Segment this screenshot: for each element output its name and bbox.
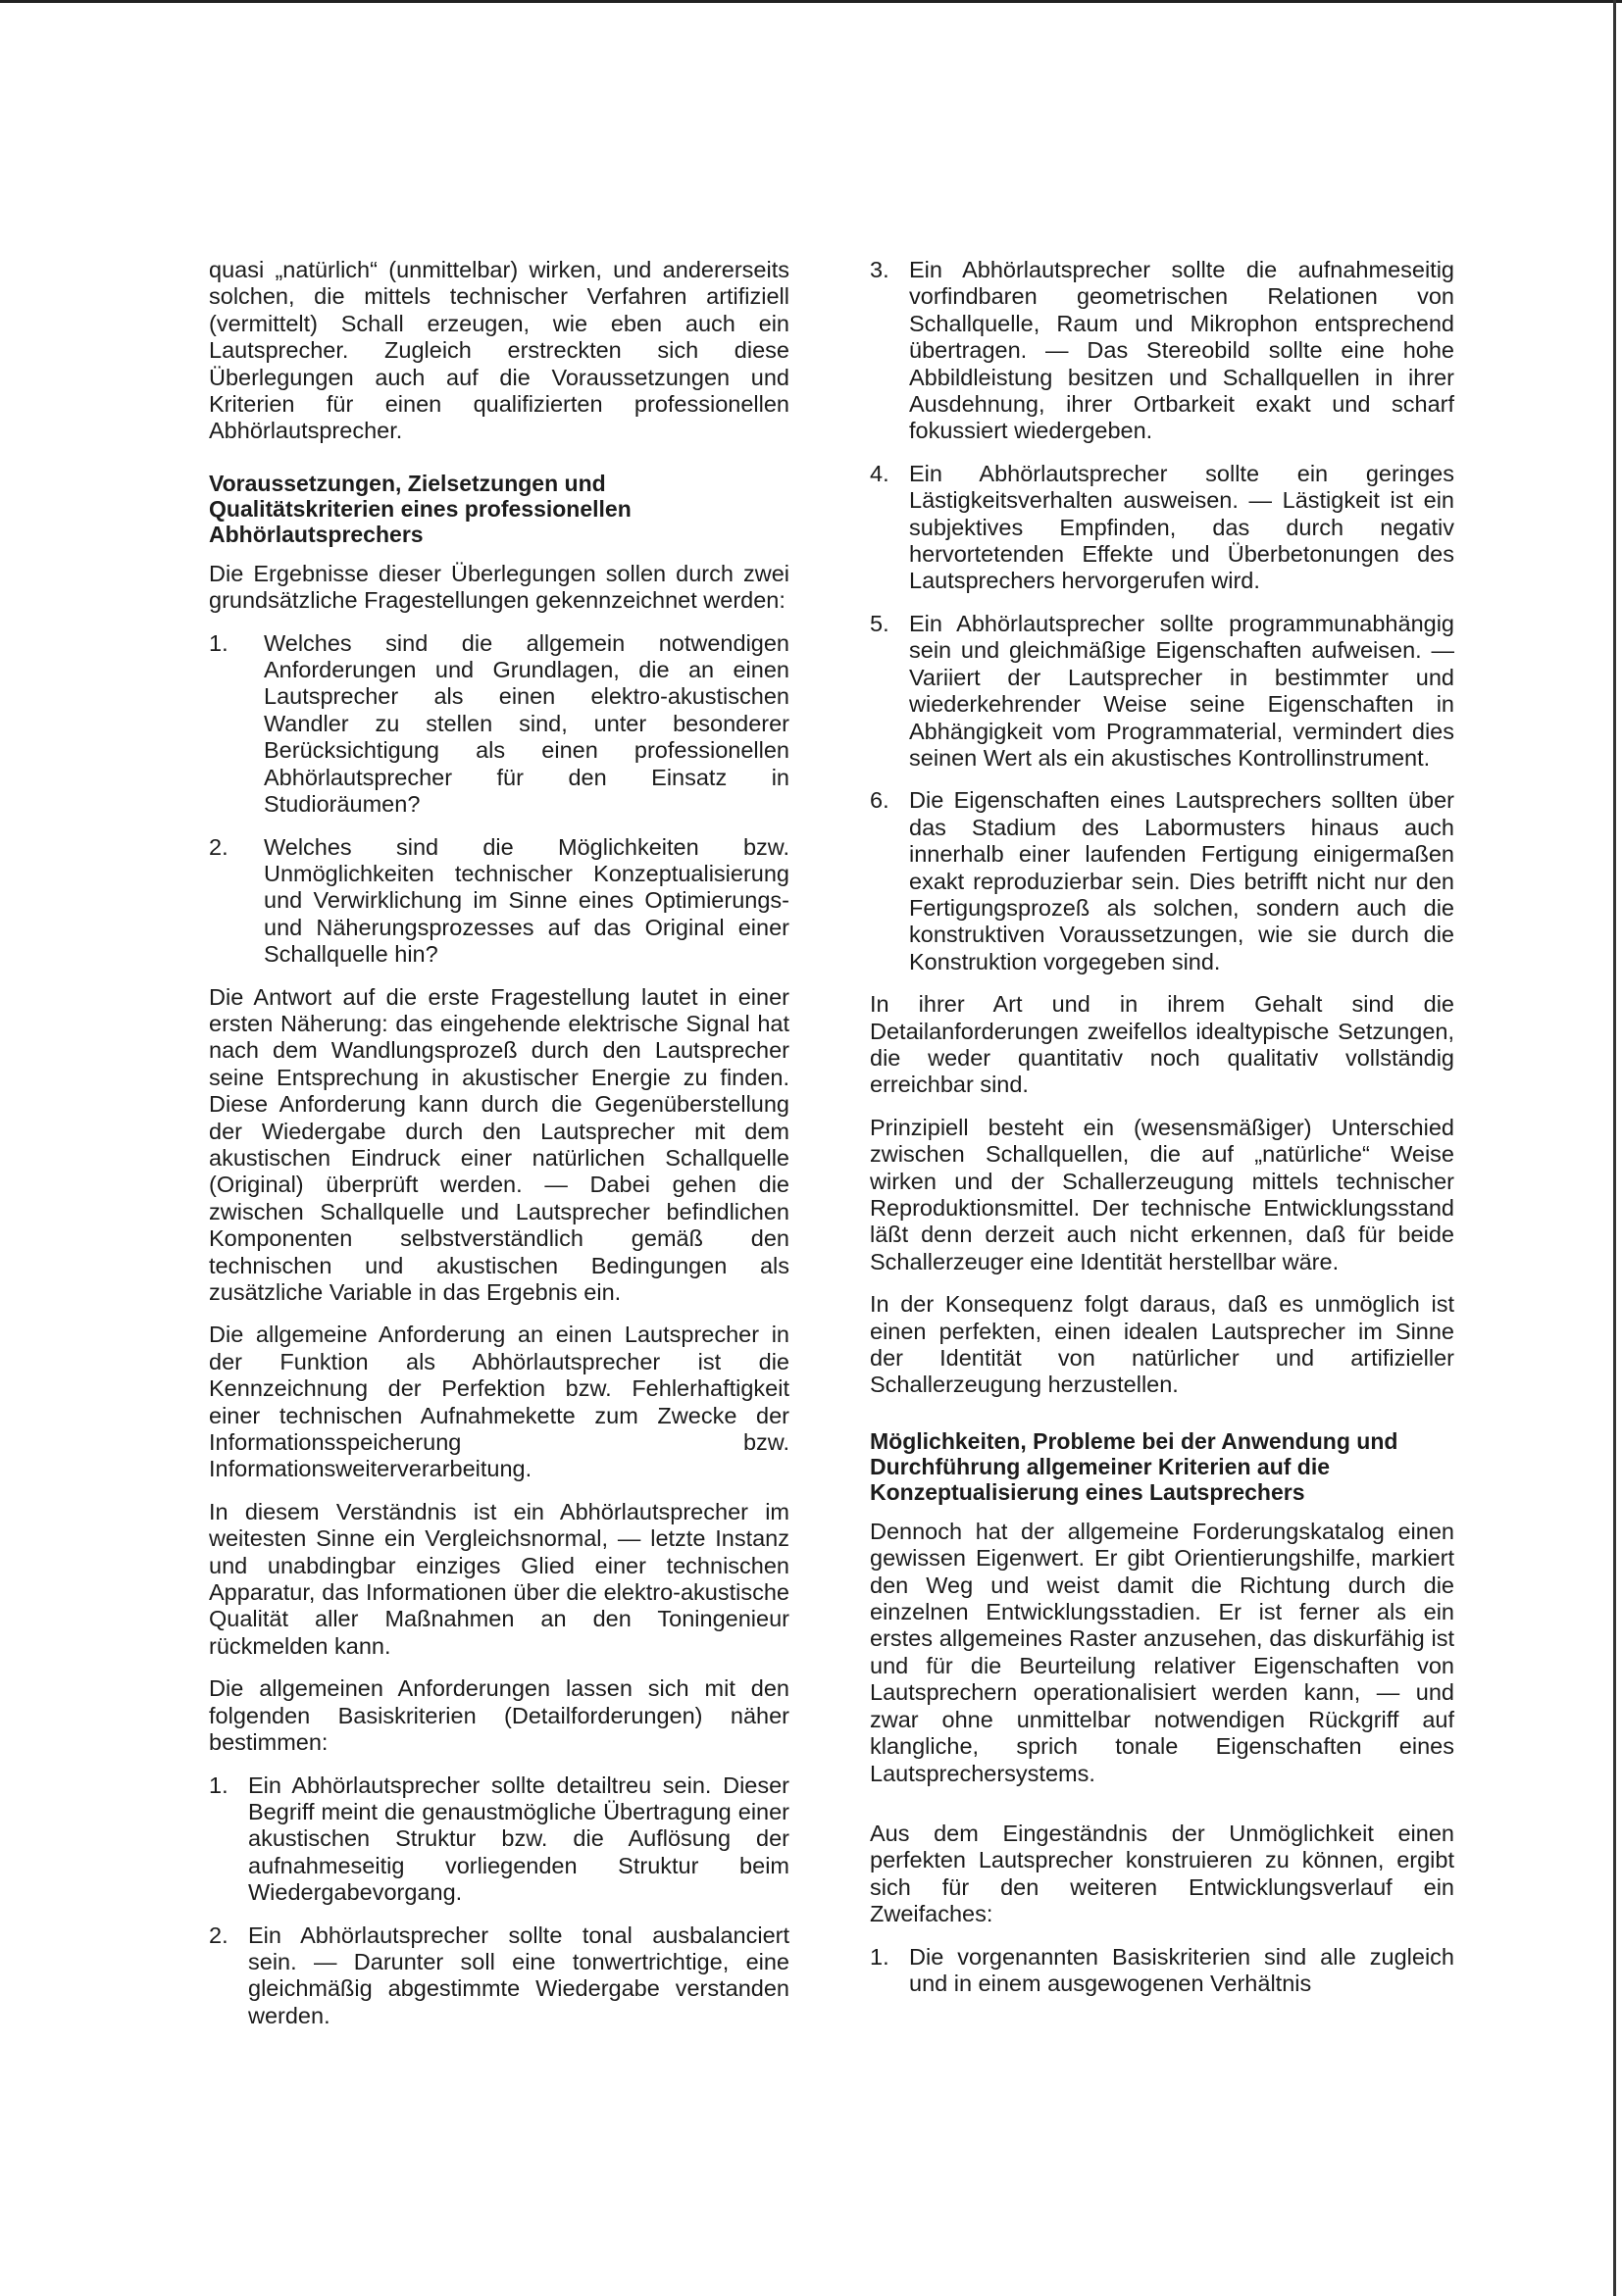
paragraph: Die Antwort auf die erste Fragestellung lautet in einer ersten Näherung: das eingehende elektrische Signal hat nach dem Wandlungsprozeß durch den Lautsprecher seine Entsprechung in akustischer Energie zu finden. Diese Anforderung kann durch die Gegenüberstellung der Wiedergabe durch den Lautsprecher mit dem akustischen Eindruck einer natürlichen Schallquelle (Original) überprüft werden. — Dabei gehen die zwischen Schallquelle und Lautsprecher befindlichen Komponenten selbstverständlich gemäß den technischen und akustischen Bedingungen als zusätzliche Variable in das Ergebnis ein. xyxy=(209,983,789,1305)
paragraph: Aus dem Eingeständnis der Unmöglichkeit einen perfekten Lautsprecher konstruieren zu können, ergibt sich für den weiteren Entwicklungsverlauf ein Zweifaches: xyxy=(870,1820,1454,1927)
list-number: 3. xyxy=(870,257,889,282)
list-number: 4. xyxy=(870,460,889,486)
section-heading-requirements: Voraussetzungen, Zielsetzungen und Qualitätskriterien eines professionellen Abhörlautsprechers xyxy=(209,470,632,547)
list-text: Ein Abhörlautsprecher sollte programmunabhängig sein und gleichmäßige Eigenschaften aufweisen. — Variiert der Lautsprecher in bestimmter und wiederkehrender Weise seine Eigenschaften in Abhängigkeit vom Programmaterial, vermindert dies seinen Wert als ein akustisches Kontrollinstrument. xyxy=(909,610,1454,771)
list-item xyxy=(209,834,789,969)
list-item xyxy=(870,611,1454,772)
list-item xyxy=(870,257,1454,445)
paragraph: In der Konsequenz folgt daraus, daß es unmöglich ist einen perfekten, einen idealen Lautsprecher im Sinne der Identität von natürlicher und artifizieller Schallerzeugung herzustellen. xyxy=(870,1291,1454,1398)
paragraph: Die allgemeine Anforderung an einen Lautsprecher in der Funktion als Abhörlautsprecher ist die Kennzeichnung der Perfektion bzw. Fehlerhaftigkeit einer technischen Aufnahmekette zum Zwecke der Informationsspeicherung bzw. Informationsweiterverarbeitung. xyxy=(209,1322,789,1482)
list-item xyxy=(870,787,1454,975)
list-number: 1. xyxy=(209,1772,228,1798)
list-text: Welches sind die Möglichkeiten bzw. Unmöglichkeiten technischer Konzeptualisierung und Verwirklichung im Sinne eines Optimierungs- und Näherungsprozesses auf das Original einer Schallquelle hin? xyxy=(264,833,789,968)
right-column xyxy=(870,257,1454,2013)
list-number: 6. xyxy=(870,787,889,814)
criteria-list xyxy=(209,1772,789,2030)
list-item xyxy=(209,630,789,819)
page-right-edge xyxy=(1613,0,1616,2296)
paragraph: Prinzipiell besteht ein (wesensmäßiger) Unterschied zwischen Schallquellen, die auf „natürliche“ Weise wirken und der Schallerzeugung mittels technischer Reproduktionsmittel. Der technische Entwicklungsstand läßt denn derzeit auch nicht erkennen, daß für beide Schallerzeuger eine Identität herstellbar wäre. xyxy=(870,1114,1454,1274)
left-column xyxy=(209,257,789,2045)
list-item xyxy=(209,1772,789,1907)
paragraph: In diesem Verständnis ist ein Abhörlautsprecher im weitesten Sinne ein Vergleichsnormal, — letzte Instanz und unabdingbar einziges Glied einer technischen Apparatur, das Informationen über die elektro-akustische Qualität aller Maßnahmen an den Toningenieur rückmelden kann. xyxy=(209,1498,789,1659)
list-item xyxy=(870,461,1454,595)
conclusions-list xyxy=(870,1944,1454,1998)
list-number: 1. xyxy=(209,629,228,656)
list-item xyxy=(870,1944,1454,1998)
intro-paragraph: quasi „natürlich“ (unmittelbar) wirken, und andererseits solchen, die mittels technischer Verfahren artifiziell (vermittelt) Schall erzeugen, wie eben auch ein Lautsprecher. Zugleich erstreckten sich diese Überlegungen auch auf die Voraussetzungen und Kriterien für einen qualifizierten professionellen Abhörlautsprecher. xyxy=(209,257,789,444)
criteria-list-continued xyxy=(870,257,1454,975)
list-text: Ein Abhörlautsprecher sollte die aufnahmeseitig vorfindbaren geometrischen Relationen von Schallquelle, Raum und Mikrophon entsprechend übertragen. — Das Stereobild sollte eine hohe Abbildleistung besitzen und Schallquellen in ihrer Ausdehnung, ihrer Ortbarkeit exakt und scharf fokussiert wiedergeben. xyxy=(909,257,1454,444)
list-text: Ein Abhörlautsprecher sollte ein geringes Lästigkeitsverhalten ausweisen. — Lästigkeit ist ein subjektives Empfinden, das durch negativ hervortetenden Effekte und Überbetonungen des Lautsprechers hervorgerufen wird. xyxy=(909,460,1454,594)
list-text: Die vorgenannten Basiskriterien sind alle zugleich und in einem ausgewogenen Verhältnis xyxy=(909,1943,1454,1996)
paragraph: Die Ergebnisse dieser Überlegungen sollen durch zwei grundsätzliche Fragestellungen gekennzeichnet werden: xyxy=(209,560,789,614)
list-text: Ein Abhörlautsprecher sollte detailtreu sein. Dieser Begriff meint die genaustmögliche Übertragung einer akustischen Struktur bzw. die Auflösung der aufnahmeseitig vorliegenden Struktur beim Wiedergabevorgang. xyxy=(248,1772,789,1906)
spacer xyxy=(870,1803,1454,1821)
list-number: 2. xyxy=(209,833,228,860)
list-text: Die Eigenschaften eines Lautsprechers sollten über das Stadium des Labormusters hinaus auch innerhalb einer laufenden Fertigung einigermaßen exakt reproduzierbar sein. Dies betrifft nicht nur den Fertigungsprozeß als solchen, sondern auch die konstruktiven Voraussetzungen, wie sie durch die Konstruktion vorgegeben sind. xyxy=(909,787,1454,974)
list-item xyxy=(209,1922,789,2030)
list-number: 5. xyxy=(870,610,889,636)
section-heading-possibilities: Möglichkeiten, Probleme bei der Anwendung und Durchführung allgemeiner Kriterien auf die Konzeptualisierung eines Lautsprechers xyxy=(870,1427,1398,1505)
paragraph: Die allgemeinen Anforderungen lassen sich mit den folgenden Basiskriterien (Detailforderungen) näher bestimmen: xyxy=(209,1675,789,1756)
list-number: 2. xyxy=(209,1922,228,1948)
questions-list xyxy=(209,630,789,969)
paragraph: Dennoch hat der allgemeine Forderungskatalog einen gewissen Eigenwert. Er gibt Orientierungshilfe, markiert den Weg und weist damit die Richtung durch die einzelnen Entwicklungsstadien. Er ist ferner als ein erstes allgemeines Raster anzusehen, das diskurfähig ist und für die Beurteilung relativer Eigenschaften von Lautsprechern operationalisiert werden kann, — und zwar ohne unmittelbar notwendigen Rückgriff auf klangliche, sprich tonale Eigenschaften eines Lautsprechersystems. xyxy=(870,1518,1454,1786)
page-top-edge xyxy=(0,0,1622,3)
paragraph: In ihrer Art und in ihrem Gehalt sind die Detailanforderungen zweifellos idealtypische Setzungen, die weder quantitativ noch qualitativ vollständig erreichbar sind. xyxy=(870,991,1454,1098)
list-number: 1. xyxy=(870,1943,889,1970)
list-text: Welches sind die allgemein notwendigen Anforderungen und Grundlagen, die an einen Lautsprecher als einen elektro-akustischen Wandler zu stellen sind, unter besonderer Berücksichtigung als einen professionellen Abhörlautsprecher für den Einsatz in Studioräumen? xyxy=(264,629,789,818)
list-text: Ein Abhörlautsprecher sollte tonal ausbalanciert sein. — Darunter soll eine tonwertrichtige, eine gleichmäßig abgestimmte Wiedergabe verstanden werden. xyxy=(248,1922,789,2028)
